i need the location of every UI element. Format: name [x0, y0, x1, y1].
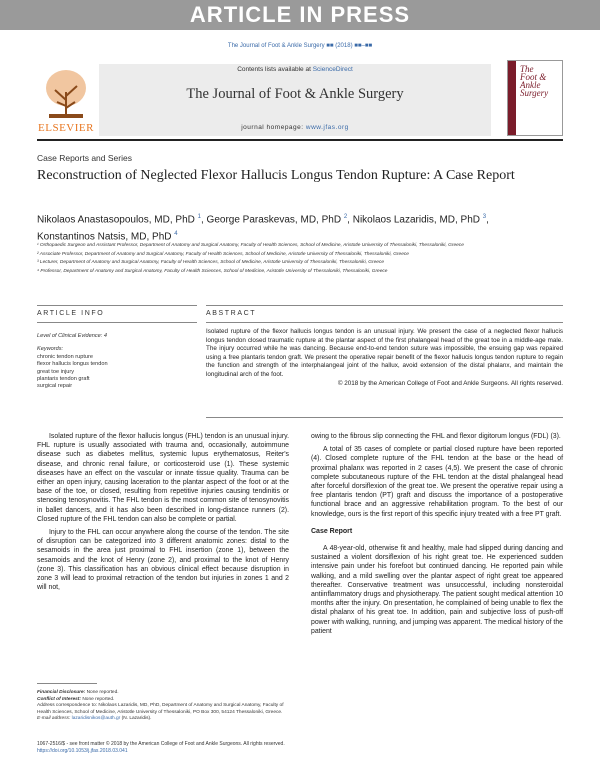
author-name[interactable]: Nikolaos Lazaridis, MD, PhD — [352, 214, 480, 226]
journal-citation[interactable]: The Journal of Foot & Ankle Surgery ■■ (2018) ■■–■■ — [227, 43, 373, 49]
abstract-rule-bottom — [206, 417, 563, 418]
abstract-heading: ABSTRACT — [206, 310, 257, 317]
abstract-copyright: © 2018 by the American College of Foot and Ankle Surgeons. All rights reserved. — [337, 379, 563, 387]
banner-text: ARTICLE IN PRESS — [189, 2, 411, 27]
email-link[interactable]: lazaridisnikos@auth.gr — [71, 716, 121, 722]
affiliation: ⁴ Professor, Department of Anatomy and Surgical Anatomy, Faculty of Health Sciences, School of Medicine, Aristotle University of Thessaloniki, Thessaloniki, Greece — [37, 268, 388, 274]
article-info-rule-mid — [37, 322, 197, 323]
doi-link[interactable]: https://doi.org/10.1053/j.jfas.2018.03.041 — [37, 747, 128, 754]
keyword[interactable]: chronic tendon rupture — [37, 353, 93, 360]
author-name[interactable]: George Paraskevas, MD, PhD — [206, 214, 342, 226]
abstract-rule-top — [206, 305, 563, 306]
article-title: Reconstruction of Neglected Flexor Hallucis Longus Tendon Rupture: A Case Report — [37, 168, 515, 183]
case-report-heading: Case Report — [311, 527, 353, 535]
author-affil-ref[interactable]: 1 — [197, 214, 201, 220]
affiliation: ¹ Orthopaedic Surgeon and Assistant Professor, Department of Anatomy and Surgical Anatomy, Faculty of Health Sciences, School of Medicine, Aristotle University of Thessaloniki, Thessaloniki, Greece — [37, 243, 464, 248]
journal-banner — [99, 64, 491, 136]
elsevier-logo[interactable] — [37, 60, 95, 136]
elsevier-tree-icon — [43, 66, 89, 120]
cover-band — [508, 61, 516, 135]
footnote-rule — [37, 683, 97, 684]
body-column-right — [311, 432, 563, 640]
article-section: Case Reports and Series — [37, 153, 132, 163]
article-in-press-banner — [0, 0, 600, 30]
cover-title — [520, 65, 548, 97]
correspondence-address: Address correspondence to: Nikolaos Lazaridis, MD, PhD, Department of Anatomy and Surgical Anatomy, Faculty of Health Sciences, School of Medicine, Aristotle University of Thessaloniki, PO Box 300, 54124 Thessaloniki, Greece. — [37, 703, 284, 715]
article-info-heading: ARTICLE INFO — [37, 310, 105, 317]
contents-availability — [99, 66, 491, 73]
masthead-divider — [37, 139, 563, 141]
abstract-text: Isolated rupture of the flexor hallucis longus tendon is an unusual injury. We present the case of a neglected flexor hallucis longus tendon closed traumatic rupture at the plantar aspect of the first phalangeal head of the great toe in a middle-age male. The injury occurred while he was dancing. Because end-to-end tendon suture was impossible, the ensuing gap was repaired using a free plantaris tendon graft. We present the operative repair benefit of the flexor hallucis longus tendon rupture to regain the function and strength of the interphalangeal joint of the hallux, avoid extension of the distal phalanx, and maintain the longitudinal arch of the foot. — [206, 328, 563, 378]
abstract — [206, 328, 563, 388]
conflict-label: Conflict of Interest: — [37, 696, 81, 702]
body-paragraph: A total of 35 cases of complete or partial closed rupture have been reported (4). Closed complete rupture of the FHL tendon at the base or the head of proximal phalanx was reported in 2 cases (4,5). We present the case of chronic complete subcutaneous rupture of the FHL tendon at the distal phalangeal head after forceful dorsiflexion of the great toe. We present the operative repair using a free plantaris tendon (PT) graft and discuss the importance of a postoperative functional brace and an aggressive rehabilitation program. To the best of our knowledge, ours is the first report of this specific injury treated with a free PT graft. — [311, 446, 563, 518]
correspondence-email — [37, 716, 289, 723]
body-paragraph: Isolated rupture of the flexor hallucis longus (FHL) tendon is an unusual injury. FHL rupture is usually associated with trauma and, occasionally, autoimmune disease such as diabetes mellitus, systemic lupus erythematosus, Reiter's disease, and chronic renal failure, or corticosteroid use (1). These systemic diseases have an effect on the vascular or innate tissue quality. Trauma can be either an open injury, causing laceration to the plantar aspect of the foot or at the base of the toe, or closed, resulting from repetitive injuries causing tendinitis or stenosing tenosynovitis. The FHL tendon is the most common site of tenosynovitis in ballet dancers, and it has also been described in long-distance runners (2). Closed rupture of the FHL tendon can also be complete or partial. — [37, 433, 289, 523]
abstract-rule-mid — [206, 322, 563, 323]
article-info — [37, 333, 197, 391]
keyword[interactable]: surgical repair — [37, 383, 73, 390]
email-suffix: (N. Lazaridis). — [120, 716, 152, 722]
contents-prefix: Contents lists available at — [237, 66, 313, 73]
email-label: E-mail address: — [37, 716, 72, 722]
journal-masthead — [37, 60, 563, 136]
affiliations — [37, 242, 563, 276]
financial-disclosure — [37, 690, 289, 697]
body-paragraph: Injury to the FHL can occur anywhere along the course of the tendon. The site of disruption can be categorized into 3 different anatomic zones: distal to the sesamoids in the area just proximal to FHL insertion (zone 1), between the sesamoids and the knot of Henry (zone 2), and proximal to the knot of Henry (zone 3). This classification has an obvious clinical effect because disruption in zone 3 will lead to proximal retraction of the tendon but injuries in zones 1 and 2 will not, — [37, 529, 289, 592]
financial-label: Financial Disclosure: — [37, 690, 86, 695]
body-paragraph: owing to the fibrous slip connecting the FHL and flexor digitorum longus (FDL) (3). — [311, 433, 561, 440]
cover-line: Foot & — [520, 72, 547, 82]
keyword[interactable]: great toe injury — [37, 368, 75, 375]
keyword[interactable]: plantaris tendon graft — [37, 376, 90, 383]
journal-title: The Journal of Foot & Ankle Surgery — [186, 86, 404, 102]
cover-line: Surgery — [520, 88, 549, 98]
journal-cover-thumbnail[interactable] — [507, 60, 563, 136]
conflict-value: None reported. — [80, 696, 115, 702]
article-info-rule-top — [37, 305, 197, 306]
author-name[interactable]: Konstantinos Natsis, MD, PhD — [37, 231, 172, 243]
cover-line: The — [520, 64, 534, 74]
homepage-prefix: journal homepage: — [241, 124, 306, 131]
author-affil-ref[interactable]: 2 — [343, 214, 348, 220]
affiliation: ² Associate Professor, Department of Anatomy and Surgical Anatomy, Faculty of Health Sciences, School of Medicine, Aristotle University of Thessaloniki, Thessaloniki, Greece — [37, 251, 409, 257]
cover-line: Ankle — [520, 80, 541, 90]
sciencedirect-link[interactable]: ScienceDirect — [312, 66, 353, 73]
financial-value: None reported. — [85, 690, 119, 695]
author-list: Nikolaos Anastasopoulos, MD, PhD $^1$, George Paraskevas, MD, PhD $^2$, Nikolaos Lazaridis, MD, PhD $^3$, Konstantinos Natsis, MD, PhD $^4$ — [37, 214, 489, 243]
author-affil-ref[interactable]: 3 — [482, 214, 487, 220]
author-affil-ref[interactable]: 4 — [174, 231, 178, 238]
issn-line — [37, 741, 563, 755]
issn-text: 1067-2516/$ - see front matter © 2018 by the American College of Foot and Ankle Surgeons. All rights reserved. — [37, 741, 285, 747]
author-name[interactable]: Nikolaos Anastasopoulos, MD, PhD — [37, 214, 195, 226]
body-paragraph: A 48-year-old, otherwise fit and healthy, male had slipped during dancing and sustained a violent dorsiflexion of his right great toe. He experienced sudden intensive pain under his forefoot but continued dancing. He reported pain while walking, and a mild swelling over the plantar aspect of right great toe appeared thereafter. Conservative treatment was unsuccessful, including nonsteroidal antiinflammatory drugs and physiotherapy. The patient sought medical attention 10 months after the injury. On presentation, he complained of being unable to flex the distal phalanx of his great toe. In addition, pain and subjective loss of push-off power with walking, running, and jumping was apparent. The medical history of the patient — [311, 545, 563, 635]
keyword[interactable]: flexor hallucis longus tendon — [37, 361, 108, 368]
body-column-left — [37, 432, 289, 596]
homepage-link[interactable]: www.jfas.org — [305, 124, 349, 131]
journal-homepage — [99, 124, 491, 131]
footnotes — [37, 683, 289, 723]
publisher-name: ELSEVIER — [38, 122, 94, 134]
level-of-evidence: Level of Clinical Evidence: 4 — [37, 333, 107, 339]
keywords-heading: Keywords: — [37, 346, 64, 353]
affiliation: ³ Lecturer, Department of Anatomy and Surgical Anatomy, Faculty of Health Sciences, School of Medicine, Aristotle University of Thessaloniki, Thessaloniki, Greece — [37, 260, 385, 265]
